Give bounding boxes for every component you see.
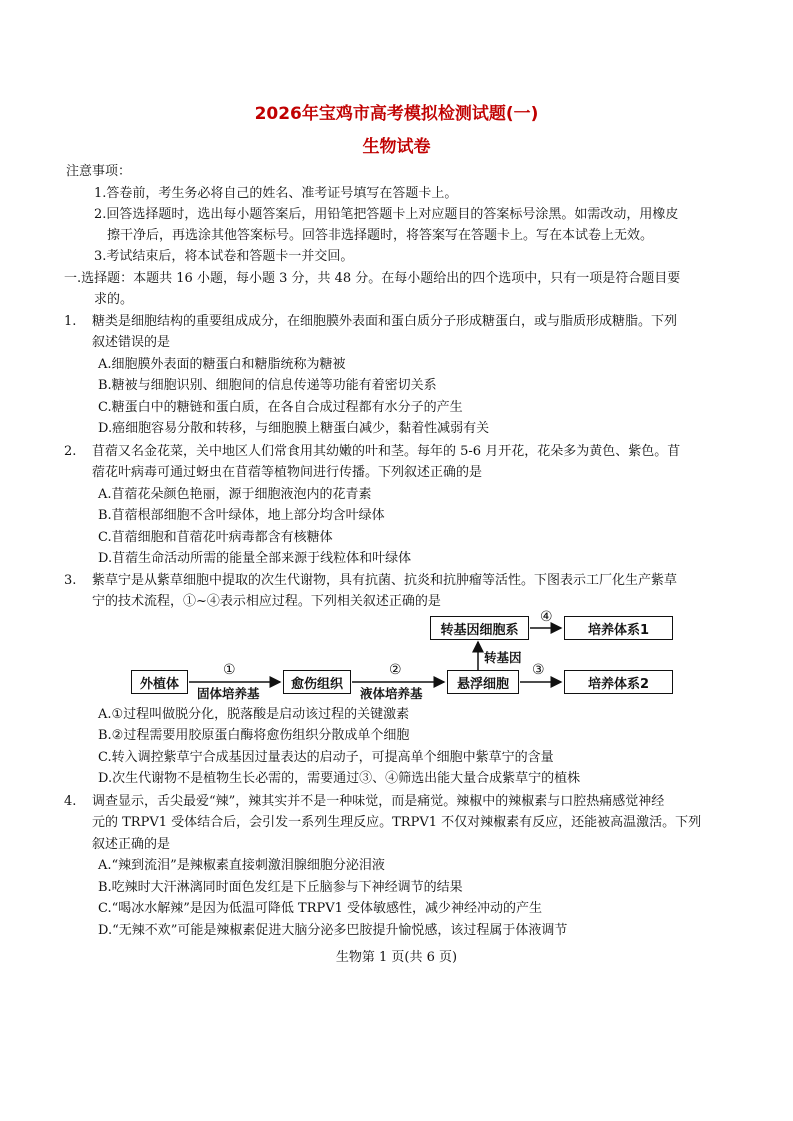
- q1-option-a: A.细胞膜外表面的糖蛋白和糖脂统称为糖被: [98, 357, 346, 372]
- q4-stem-line-3: 叙述正确的是: [92, 837, 171, 852]
- section-heading-line-2: 求的。: [94, 292, 134, 307]
- exam-subtitle: 生物试卷: [362, 137, 431, 157]
- page-footer: 生物第 1 页(共 6 页): [335, 950, 458, 965]
- q1-option-c: C.糖蛋白中的糖链和蛋白质，在各自合成过程都有水分子的产生: [98, 400, 463, 415]
- q3-option-c: C.转入调控紫草宁合成基因过量表达的启动子，可提高单个细胞中紫草宁的含量: [98, 750, 554, 765]
- notice-item-1: 1.答卷前，考生务必将自己的姓名、准考证号填写在答题卡上。: [94, 186, 458, 201]
- step-2-label: ②: [389, 662, 402, 678]
- transformation-label: 转基因: [484, 650, 522, 665]
- q3-stem-line-1: 紫草宁是从紫草细胞中提取的次生代谢物，具有抗菌、抗炎和抗肿瘤等活性。下图表示工厂化生产紫草: [92, 573, 678, 588]
- notice-item-2-line-1: 2.回答选择题时，选出每小题答案后，用铅笔把答题卡上对应题目的答案标号涂黑。如需改动，用橡皮: [94, 207, 679, 222]
- q3-number: 3.: [64, 573, 77, 588]
- suspension-cells-box: 悬浮细胞: [447, 670, 519, 694]
- q4-option-d: D.“无辣不欢”可能是辣椒素促进大脑分泌多巴胺提升愉悦感，该过程属于体液调节: [98, 923, 568, 938]
- q4-number: 4.: [64, 794, 77, 809]
- q4-option-b: B.吃辣时大汗淋漓同时面色发红是下丘脑参与下神经调节的结果: [98, 880, 463, 895]
- q4-option-c: C.“喝冰水解辣”是因为低温可降低 TRPV1 受体敏感性，减少神经冲动的产生: [98, 901, 543, 916]
- notice-item-3: 3.考试结束后，将本试卷和答题卡一并交回。: [94, 249, 354, 264]
- solid-medium-label: 固体培养基: [197, 686, 260, 701]
- q4-option-a: A.“辣到流泪”是辣椒素直接刺激泪腺细胞分泌泪液: [98, 858, 385, 873]
- q2-option-d: D.苜蓿生命活动所需的能量全部来源于线粒体和叶绿体: [98, 551, 412, 566]
- step-3-label: ③: [532, 662, 545, 678]
- q2-stem-line-1: 苜蓿又名金花菜，关中地区人们常食用其幼嫩的叶和茎。每年的 5-6 月开花，花朵多为黄色、紫色。苜: [92, 444, 681, 459]
- q1-stem-line-1: 糖类是细胞结构的重要组成成分，在细胞膜外表面和蛋白质分子形成糖蛋白，或与脂质形成糖脂。下列: [92, 314, 678, 329]
- q2-stem-line-2: 蓿花叶病毒可通过蚜虫在苜蓿等植物间进行传播。下列叙述正确的是: [92, 465, 483, 480]
- callus-box: 愈伤组织: [283, 670, 351, 694]
- explant-box: 外植体: [131, 670, 188, 694]
- q3-stem-line-2: 宁的技术流程，①~④表示相应过程。下列相关叙述正确的是: [92, 594, 441, 609]
- q2-number: 2.: [64, 444, 77, 459]
- q1-number: 1.: [64, 314, 77, 329]
- q1-option-d: D.癌细胞容易分散和转移，与细胞膜上糖蛋白减少，黏着性减弱有关: [98, 421, 490, 436]
- q1-option-b: B.糖被与细胞识别、细胞间的信息传递等功能有着密切关系: [98, 378, 437, 393]
- exam-title: 2026年宝鸡市高考模拟检测试题(一): [254, 104, 539, 124]
- q2-option-b: B.苜蓿根部细胞不含叶绿体，地上部分均含叶绿体: [98, 508, 385, 523]
- transgenic-cell-line-box: 转基因细胞系: [430, 616, 529, 640]
- culture-system-2-box: 培养体系2: [564, 670, 673, 694]
- culture-system-1-box: 培养体系1: [564, 616, 673, 640]
- section-heading-line-1: 一.选择题：本题共 16 小题，每小题 3 分，共 48 分。在每小题给出的四个选项中，只有一项是符合题目要: [64, 271, 681, 286]
- step-4-label: ④: [540, 609, 553, 625]
- liquid-medium-label: 液体培养基: [360, 686, 423, 701]
- q3-option-d: D.次生代谢物不是植物生长必需的，需要通过③、④筛选出能大量合成紫草宁的植株: [98, 771, 581, 786]
- notice-heading: 注意事项：: [66, 164, 132, 179]
- q2-option-c: C.苜蓿细胞和苜蓿花叶病毒都含有核糖体: [98, 530, 333, 545]
- q3-option-a: A.①过程叫做脱分化，脱落酸是启动该过程的关键激素: [98, 707, 410, 722]
- q2-option-a: A.苜蓿花朵颜色艳丽，源于细胞液泡内的花青素: [98, 487, 372, 502]
- notice-item-2-line-2: 擦干净后，再选涂其他答案标号。回答非选择题时，将答案写在答题卡上。写在本试卷上无效。: [107, 228, 654, 243]
- q1-stem-line-2: 叙述错误的是: [92, 335, 171, 350]
- step-1-label: ①: [223, 662, 236, 678]
- q3-option-b: B.②过程需要用胶原蛋白酶将愈伤组织分散成单个细胞: [98, 728, 410, 743]
- q4-stem-line-2: 元的 TRPV1 受体结合后，会引发一系列生理反应。TRPV1 不仅对辣椒素有反应，还能被高温激活。下列: [92, 815, 702, 830]
- q4-stem-line-1: 调查显示，舌尖最爱“辣”，辣其实并不是一种味觉，而是痛觉。辣椒中的辣椒素与口腔热痛感觉神经: [92, 794, 665, 809]
